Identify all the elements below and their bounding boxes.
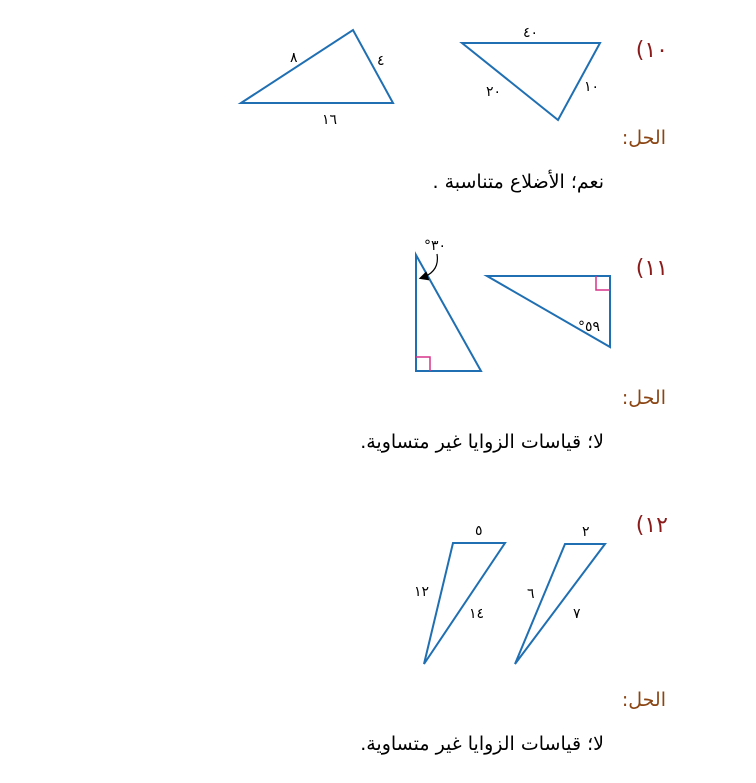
side-label-6: ٦ — [527, 586, 535, 602]
right-angle-mark — [596, 276, 610, 290]
answer-12: لا؛ قياسات الزوايا غير متساوية. — [360, 733, 604, 755]
problem-11-right-triangle — [487, 276, 610, 347]
side-label-4: ٤ — [377, 53, 385, 69]
angle-arrow-icon — [421, 254, 437, 278]
problem-12-left-triangle — [414, 523, 505, 664]
problem-number-11: ١١) — [635, 256, 668, 281]
problem-10-left-triangle — [241, 30, 393, 128]
problem-12-right-triangle — [515, 524, 605, 664]
right-angle-mark — [416, 357, 430, 371]
solution-label-10: الحل: — [621, 127, 666, 149]
answer-10: نعم؛ الأضلاع متناسبة . — [432, 171, 604, 193]
side-label-40: ٤٠ — [523, 25, 539, 41]
side-label-2: ٢ — [582, 524, 590, 540]
side-label-12: ١٢ — [414, 584, 430, 600]
side-label-20: ٢٠ — [486, 84, 502, 100]
side-label-10: ١٠ — [584, 79, 600, 95]
solution-label-12: الحل: — [621, 689, 666, 711]
answer-11: لا؛ قياسات الزوايا غير متساوية. — [360, 431, 604, 453]
side-label-14: ١٤ — [469, 606, 485, 622]
side-label-16: ١٦ — [322, 112, 338, 128]
problem-11-left-triangle — [416, 238, 481, 371]
solution-label-11: الحل: — [621, 387, 666, 409]
problem-number-10: ١٠) — [635, 38, 668, 63]
angle-label-59: °٥٩ — [578, 319, 601, 335]
angle-label-30: °٣٠ — [424, 238, 447, 254]
side-label-8: ٨ — [290, 50, 298, 66]
problem-10-right-triangle — [462, 25, 600, 120]
problem-number-12: ١٢) — [635, 513, 668, 538]
side-label-5: ٥ — [475, 523, 483, 539]
side-label-7: ٧ — [573, 606, 581, 622]
